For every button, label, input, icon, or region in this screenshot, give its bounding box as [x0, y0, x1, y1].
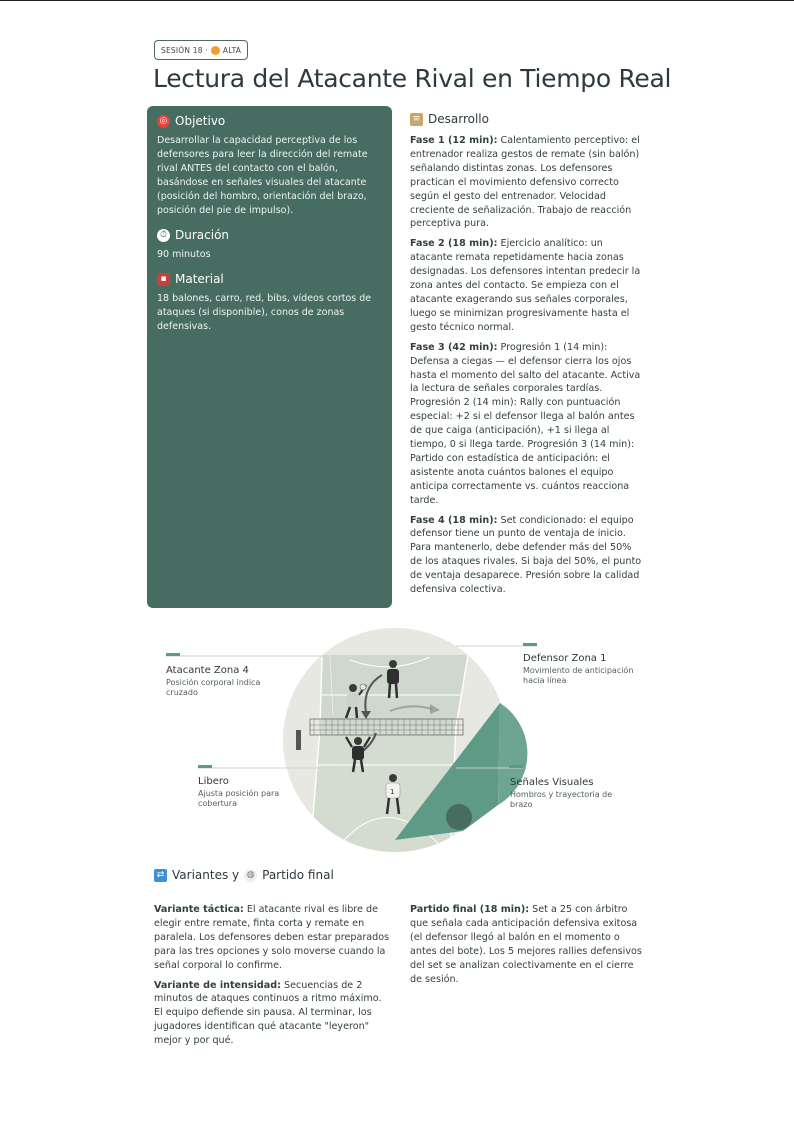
top-border	[0, 0, 794, 1]
volleyball-icon: ◍	[244, 869, 257, 882]
court-illustration	[150, 615, 650, 855]
tactical-diagram	[150, 615, 650, 855]
phase-2: Fase 2 (18 min): Ejercicio analítico: un atacante remata repetidamente hacia zonas designadas. Los defensores intentan predecir la zona antes del contacto. Se empieza con el atacante exagerando sus señales corporales, luego se minimizan progresivamente hasta el gesto técnico normal.	[410, 238, 641, 333]
session-label: SESIÓN 18 ·	[161, 45, 208, 55]
target-icon: ◎	[157, 115, 170, 128]
callout-defensor: Defensor Zona 1 Movimiento de anticipación hacia línea	[523, 653, 634, 685]
material-text: 18 balones, carro, red, bibs, vídeos cortos de ataques (si disponible), conos de zonas defensivas.	[157, 293, 372, 332]
page-title: Lectura del Atacante Rival en Tiempo Real	[153, 64, 672, 93]
ball-marker	[446, 804, 472, 830]
variantes-heading: ⇄ Variantes y ◍ Partido final	[154, 868, 334, 882]
level-dot-icon	[211, 46, 220, 55]
callout-libero: Libero Ajusta posición para cobertura	[198, 776, 280, 808]
player-number: 1	[390, 788, 395, 796]
swap-icon: ⇄	[154, 869, 167, 882]
partido-final: Partido final (18 min): Set a 25 con árbitro que señala cada anticipación defensiva exitosa (el defensor llegó al balón en el momento o antes del bote). Los 5 mejores rallies defensivos del set se analizan colectivamente en el cierre de sesión.	[410, 904, 642, 985]
variantes-column	[154, 903, 390, 1054]
objetivo-heading: ◎ Objetivo	[157, 114, 382, 128]
duracion-heading: ⏱ Duración	[157, 228, 382, 242]
variante-tactica: Variante táctica: El atacante rival es libre de elegir entre remate, finta corta y remate en paralela. Los defensores deben estar preparados para las tres opciones y solo moverse cuando la señal corporal lo confirme.	[154, 904, 390, 971]
session-badge	[154, 40, 248, 60]
phase-3: Fase 3 (42 min): Progresión 1 (14 min): Defensa a ciegas — el defensor cierra los ojos hasta el momento del salto del atacante. Activa la lectura de señales corporales tardías. Progresión 2 (14 min): Rally con puntuación especial: +2 si el defensor llega al balón antes de que caiga (anticipación), +1 si llega al tiempo, 0 si llega tarde. Progresión 3 (14 min): Partido con estadística de anticipación: el asistente anota cuántos balones el equipo anticipa correctamente vs. cuántos reacciona tarde.	[410, 341, 641, 506]
net-post	[296, 730, 301, 750]
callout-atacante: Atacante Zona 4 Posición corporal indica cruzado	[166, 665, 261, 697]
stopwatch-icon: ⏱	[157, 229, 170, 242]
phase-1: Fase 1 (12 min): Calentamiento perceptivo: el entrenador realiza gestos de remate (sin balón) señalando distintas zonas. Los defensores practican el movimiento defensivo correcto según el gesto del entrenador. Velocidad creciente de señalización. Trabajo de reacción perceptiva pura.	[410, 135, 640, 230]
clipboard-icon: ≡	[410, 113, 423, 126]
partido-final-column	[410, 903, 646, 992]
info-sidebar	[147, 106, 392, 608]
phase-4: Fase 4 (18 min): Set condicionado: el equipo defensor tiene un punto de ventaja de inicio. Para mantenerlo, debe defender más del 50% de los ataques rivales. Si baja del 50%, el punto de ventaja desaparece. Presión sobre la calidad defensiva colectiva.	[410, 514, 642, 596]
material-heading: ▪ Material	[157, 272, 382, 286]
toolbox-icon: ▪	[157, 273, 170, 286]
callout-senales: Señales Visuales Hombros y trayectoria de brazo	[510, 777, 613, 809]
desarrollo-heading: ≡ Desarrollo	[410, 112, 646, 126]
objetivo-text: Desarrollar la capacidad perceptiva de los defensores para leer la dirección del remate rival ANTES del contacto con el balón, basándose en señales visuales del atacante (posición del hombro, orientación del brazo, posición del pie de impulso).	[157, 135, 368, 216]
level-label: ALTA	[222, 45, 242, 55]
desarrollo-section	[410, 112, 646, 603]
duracion-text: 90 minutos	[157, 249, 211, 260]
variante-intensidad: Variante de intensidad: Secuencias de 2 minutos de ataques continuos a ritmo máximo. El equipo defiende sin pausa. Al terminar, los jugadores identifican qué atacante "leyeron" mejor y por qué.	[154, 979, 382, 1047]
